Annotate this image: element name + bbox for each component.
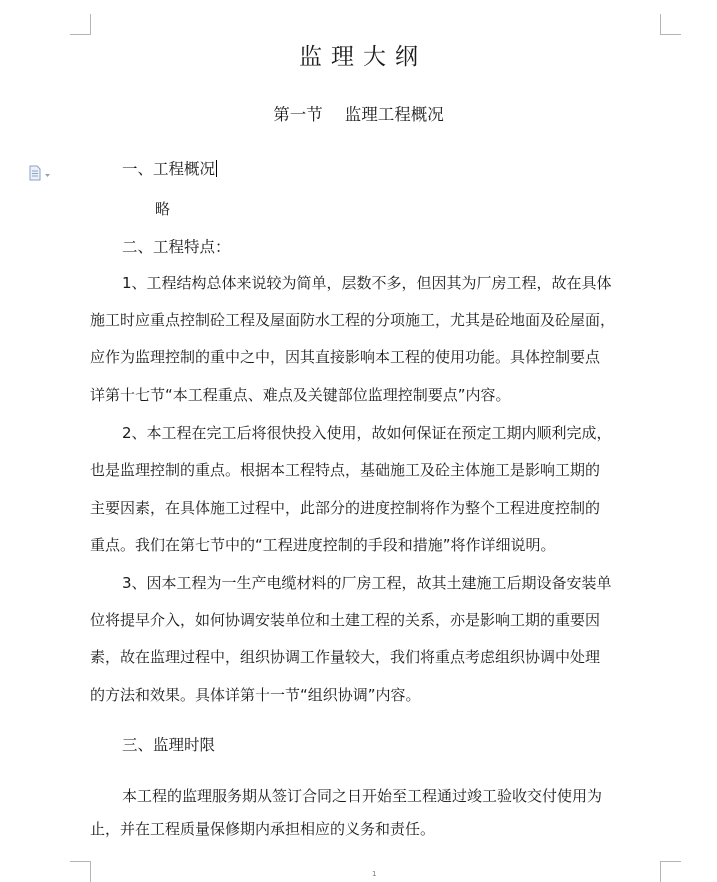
page-corner-bottom-right	[660, 861, 681, 882]
paragraph-line: 1、工程结构总体来说较为简单，层数不多，但因其为厂房工程，故在具体	[122, 274, 612, 292]
section-name: 监理工程概况	[344, 105, 444, 124]
paragraph-line: 本工程的监理服务期从签订合同之日开始至工程通过竣工验收交付使用为	[122, 787, 603, 805]
paragraph-line: 2、本工程在完工后将很快投入使用，故如何保证在预定工期内顺利完成，	[122, 424, 612, 442]
paragraph-line: 止，并在工程质量保修期内承担相应的义务和责任。	[90, 820, 436, 838]
paragraph-line: 素，故在监理过程中，组织协调工作量较大，我们将重点考虑组织协调中处理	[90, 648, 601, 666]
text-cursor	[216, 160, 217, 177]
page-corner-top-left	[70, 14, 91, 35]
section-heading	[0, 101, 717, 125]
page-corner-top-right	[660, 14, 681, 35]
paragraph-line: 详第十七节“本工程重点、难点及关键部位监理控制要点”内容。	[90, 386, 511, 404]
paragraph-line: 主要因素，在具体施工过程中，此部分的进度控制将作为整个工程进度控制的	[90, 499, 601, 517]
paragraph-line: 重点。我们在第七节中的“工程进度控制的手段和措施”将作详细说明。	[90, 536, 556, 554]
heading-supervision-period: 三、监理时限	[122, 736, 216, 754]
heading-project-overview: 一、工程概况	[122, 160, 216, 178]
section-number: 第一节	[273, 105, 323, 124]
paragraph-line: 的方法和效果。具体详第十一节“组织协调”内容。	[90, 686, 421, 704]
paragraph-line: 3、因本工程为一生产电缆材料的厂房工程，故其土建施工后期设备安装单	[122, 574, 612, 592]
page-number: 1	[372, 870, 377, 878]
paragraph-line: 应作为监理控制的重中之中，因其直接影响本工程的使用功能。具体控制要点	[90, 348, 601, 366]
paragraph-line: 位将提早介入，如何协调安装单位和土建工程的关系，亦是影响工期的重要因	[90, 611, 601, 629]
paragraph-line: 也是监理控制的重点。根据本工程特点，基础施工及砼主体施工是影响工期的	[90, 461, 601, 479]
heading-project-features: 二、工程特点：	[122, 238, 231, 256]
overview-body: 略	[155, 200, 171, 218]
paragraph-line: 施工时应重点控制砼工程及屋面防水工程的分项施工，尤其是砼地面及砼屋面，	[90, 311, 616, 329]
page-corner-bottom-left	[70, 861, 91, 882]
document-paragraph-icon[interactable]	[28, 165, 44, 181]
document-title: 监理大纲	[299, 44, 427, 70]
